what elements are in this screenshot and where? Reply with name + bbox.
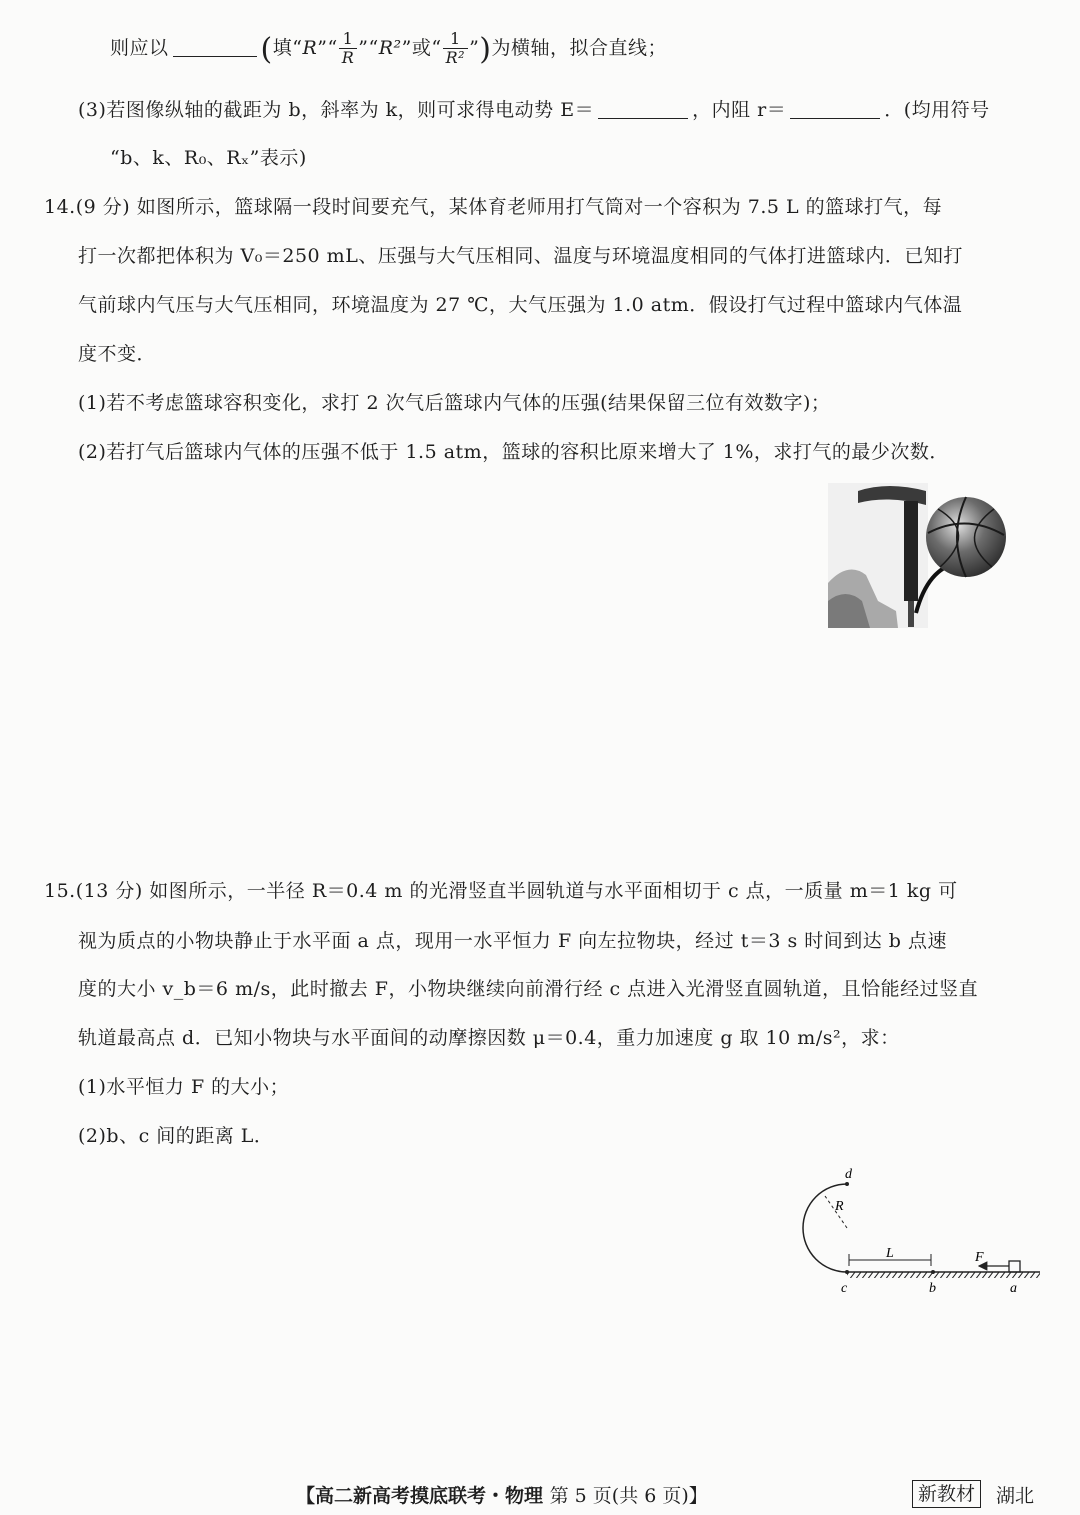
answer-blank-axis bbox=[173, 37, 257, 57]
q14-line2: 打一次都把体积为 V₀＝250 mL、压强与大气压相同、温度与环境温度相同的气体打进篮球内．已知打 bbox=[78, 245, 963, 267]
q15-line1: 15.(13 分) 如图所示，一半径 R＝0.4 m 的光滑竖直半圆轨道与水平面相切于 c 点，一质量 m＝1 kg 可 bbox=[44, 880, 958, 902]
q15-sub1: (1)水平恒力 F 的大小； bbox=[78, 1076, 290, 1098]
pump-and-ball bbox=[828, 483, 1080, 628]
footer-title: 【高二新高考摸底联考・物理 第 5 页(共 6 页)】 bbox=[296, 1485, 708, 1507]
fraction-1-over-R: $\frac{1}{R}$ bbox=[339, 30, 358, 68]
edition-badge: 新教材 bbox=[912, 1480, 981, 1508]
q14-line1: 14.(9 分) 如图所示，篮球隔一段时间要充气，某体育老师用打气筒对一个容积为 7.5 L 的篮球打气，每 bbox=[44, 196, 943, 218]
label-F: F bbox=[975, 1250, 984, 1265]
q13-part3: (3)若图像纵轴的截距为 b，斜率为 k，则可求得电动势 E＝ ，内阻 r＝ ．(均用符号 bbox=[78, 99, 990, 121]
label-a: a bbox=[1010, 1281, 1017, 1296]
q15-line2: 视为质点的小物块静止于水平面 a 点，现用一水平恒力 F 向左拉物块，经过 t＝3 s 时间到达 b 点速 bbox=[78, 930, 948, 952]
semicircle-track-diagram bbox=[795, 1160, 1045, 1300]
label-c: c bbox=[841, 1281, 848, 1296]
q15-line4: 轨道最高点 d．已知小物块与水平面间的动摩擦因数 μ＝0.4，重力加速度 g 取 10 m/s²，求： bbox=[78, 1027, 900, 1049]
label-R: R bbox=[835, 1199, 844, 1214]
q15-line3: 度的大小 v_b＝6 m/s，此时撤去 F，小物块继续向前滑行经 c 点进入光滑竖直圆轨道，且恰能经过竖直 bbox=[78, 978, 979, 1000]
q13-part3-line2: “b、k、R₀、Rₓ”表示) bbox=[110, 147, 307, 169]
label-d: d bbox=[845, 1167, 852, 1182]
block bbox=[1009, 1261, 1020, 1272]
q14-line4: 度不变． bbox=[78, 343, 157, 365]
q14-line3: 气前球内气压与大气压相同，环境温度为 27 ℃，大气压强为 1.0 atm．假设打气过程中篮球内气体温 bbox=[78, 294, 963, 316]
answer-blank-resistance bbox=[790, 99, 880, 119]
point-b bbox=[931, 1270, 935, 1274]
fraction-1-over-R2: $\frac{1}{\text{R²}}$ bbox=[443, 30, 468, 68]
answer-blank-emf bbox=[598, 99, 688, 119]
region-label: 湖北 bbox=[996, 1485, 1035, 1507]
q14-sub2: (2)若打气后篮球内气体的压强不低于 1.5 atm，篮球的容积比原来增大了 1%，求打气的最少次数． bbox=[78, 441, 949, 463]
label-b: b bbox=[929, 1281, 936, 1296]
q13-line-axis: 则应以 (填“R”“ $\frac{1}{R}$ ”“R²”或“ $\frac{1}{\text{R²}}$ ”)为横轴，拟合直线； bbox=[110, 29, 668, 68]
label-L: L bbox=[886, 1246, 894, 1261]
q15-sub2: (2)b、c 间的距离 L． bbox=[78, 1125, 274, 1147]
point-d bbox=[845, 1182, 849, 1186]
point-c bbox=[845, 1270, 849, 1274]
q14-sub1: (1)若不考虑篮球容积变化，求打 2 次气后篮球内气体的压强(结果保留三位有效数字)； bbox=[78, 392, 831, 414]
footer-page-number: 第 5 页(共 6 页)】 bbox=[549, 1485, 708, 1507]
semicircle-track bbox=[803, 1184, 847, 1272]
